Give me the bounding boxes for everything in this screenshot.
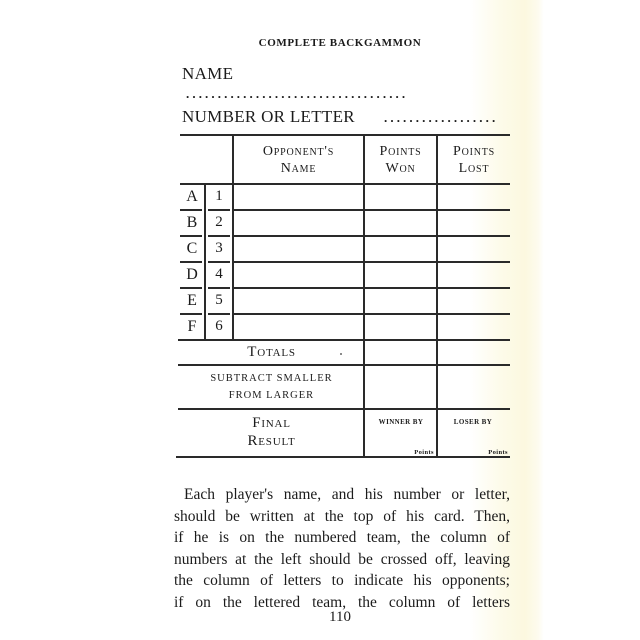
body-line-5: the column of letters to indicate his opponents; — [174, 572, 510, 589]
row-number-1: 1 — [215, 188, 223, 204]
body-line-3: if he is on the numbered team, the column of — [174, 529, 510, 546]
final-line-2: Result — [247, 433, 296, 449]
row-number-6: 6 — [215, 318, 223, 334]
print-speck — [340, 353, 342, 355]
final-result-label — [180, 410, 363, 454]
name-dotted-line: ................................... — [186, 86, 409, 101]
number-or-letter-label: NUMBER OR LETTER — [182, 107, 355, 126]
lost-column-divider — [436, 134, 438, 456]
row-rule — [234, 235, 510, 237]
header-text: Points — [452, 144, 496, 159]
row-rule — [234, 261, 510, 263]
row-letter-a: A — [186, 187, 198, 205]
subtract-line-1: SUBTRACT SMALLER — [210, 373, 333, 384]
table-bottom-rule — [176, 456, 510, 458]
winner-by-label: WINNER BY — [378, 418, 424, 426]
header-points-won — [365, 140, 436, 180]
header-opponents-name — [234, 140, 363, 180]
number-dotted-line: .................. — [384, 110, 499, 125]
running-head: COMPLETE BACKGAMMON — [258, 37, 422, 49]
loser-points-suffix: Points — [488, 449, 508, 456]
subtract-smaller-from-larger-label — [180, 366, 363, 408]
name-label: NAME — [182, 64, 234, 83]
row-rule — [234, 209, 510, 211]
header-text: Points — [379, 144, 422, 159]
body-line-6: if on the lettered team, the column of letters — [174, 593, 510, 611]
page-number: 110 — [329, 609, 351, 625]
row-letter-e: E — [187, 291, 197, 309]
totals-label: Totals — [247, 343, 296, 360]
body-line-1: Each player's name, and his number or letter, — [184, 486, 510, 503]
body-line-4: numbers at the left should be crossed off, leaving — [174, 550, 510, 568]
body-paragraph — [174, 484, 510, 613]
row-rule — [234, 313, 510, 315]
loser-by-label: LOSER BY — [453, 418, 493, 426]
header-text: Name — [280, 161, 317, 176]
body-line-2: should be written at the top of his card. Then, — [174, 507, 510, 525]
row-number-4: 4 — [215, 266, 223, 282]
row-letter-b: B — [186, 213, 198, 231]
won-column-divider — [363, 134, 365, 456]
row-number-2: 2 — [215, 214, 223, 230]
row-rule — [234, 287, 510, 289]
table-top-rule — [180, 134, 510, 136]
row-number-3: 3 — [215, 240, 223, 256]
subtract-line-2: FROM LARGER — [228, 390, 315, 401]
row-letter-d: D — [186, 265, 198, 283]
row-letter-f: F — [187, 317, 197, 335]
winner-points-suffix: Points — [414, 449, 434, 456]
header-text: Lost — [458, 161, 490, 176]
header-text: Opponent's — [262, 144, 335, 159]
final-line-1: Final — [252, 415, 291, 431]
row-number-5: 5 — [215, 292, 223, 308]
header-points-lost — [438, 140, 510, 180]
row-letter-c: C — [186, 239, 198, 257]
header-text: Won — [385, 161, 416, 176]
